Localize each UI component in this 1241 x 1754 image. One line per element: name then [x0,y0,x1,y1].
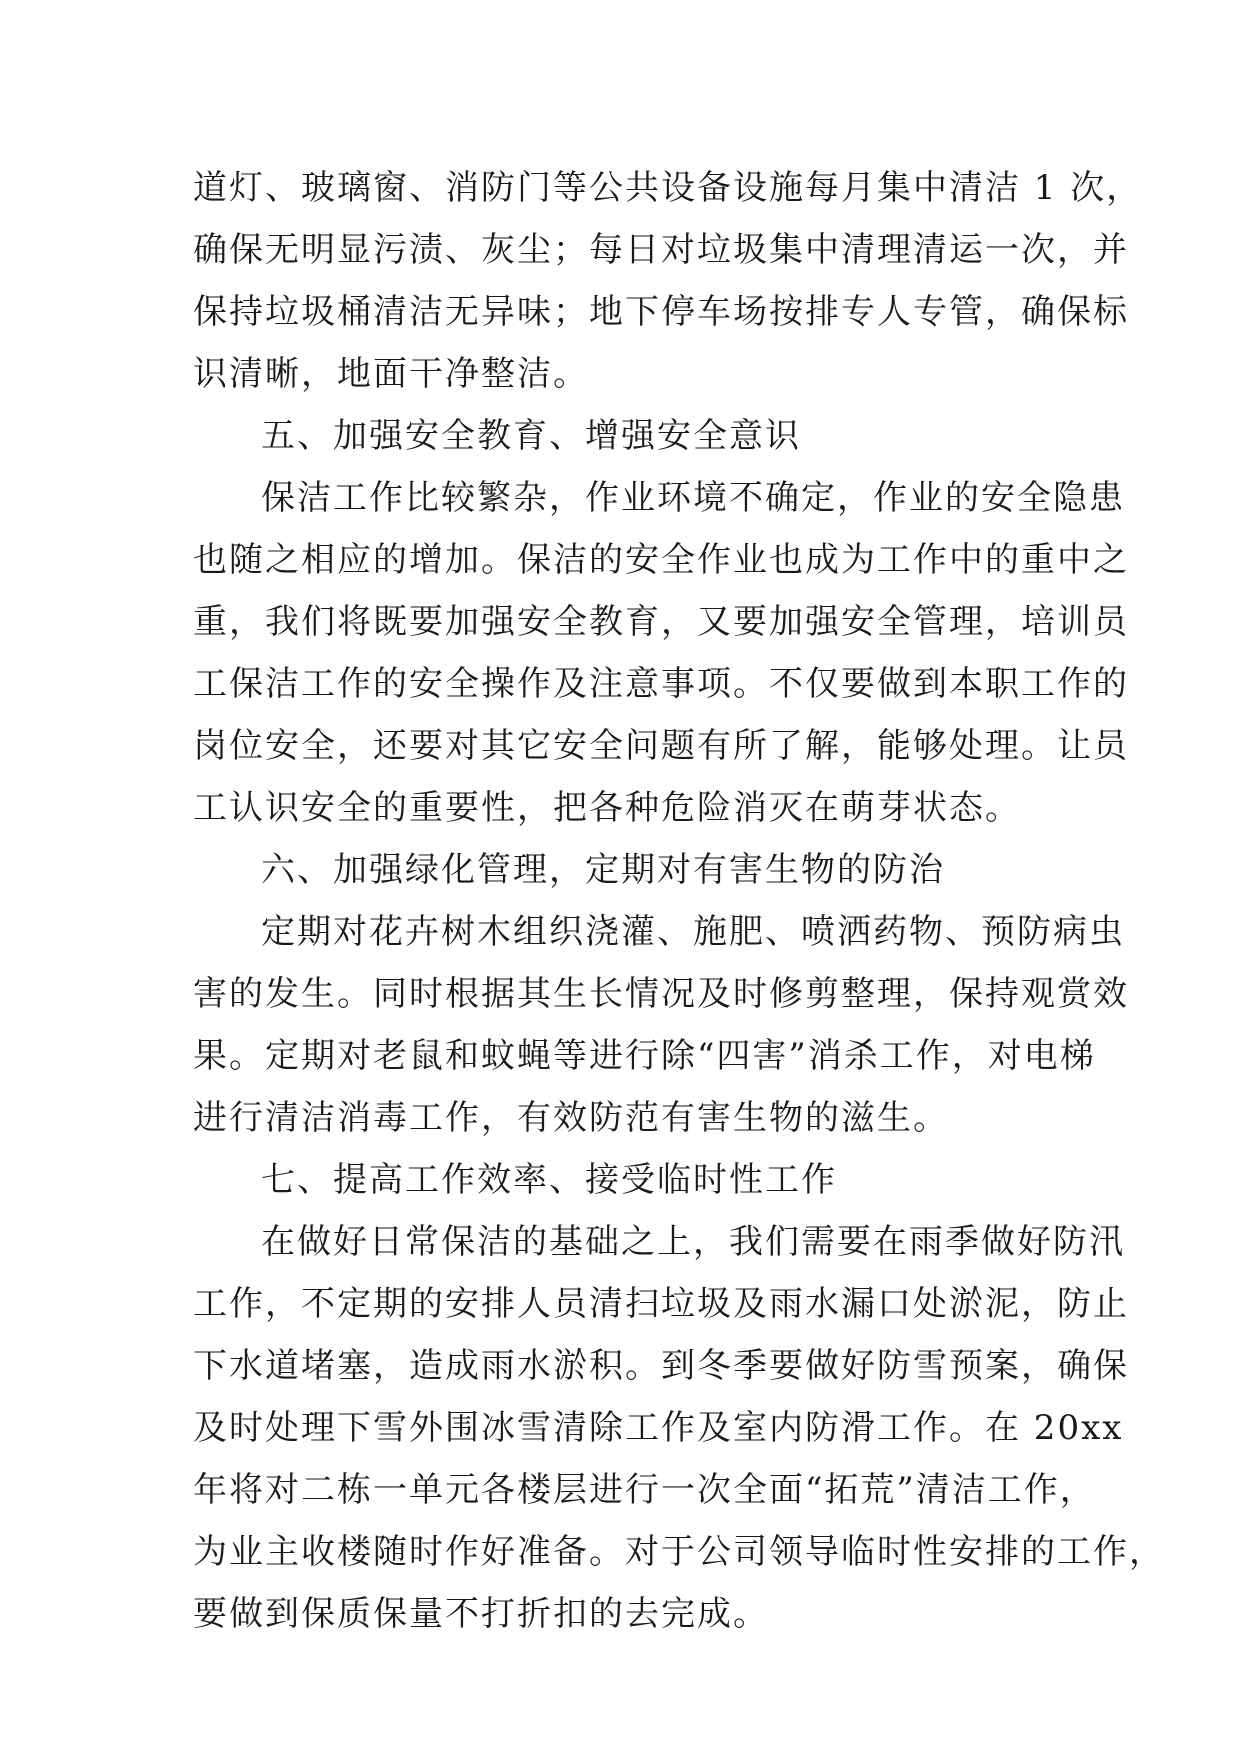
text-line: 下水道堵塞，造成雨水淤积。到冬季要做好防雪预案，确保 [193,1346,1129,1386]
text-line: 果。定期对老鼠和蚊蝇等进行除“四害”消杀工作，对电梯 [193,1036,1096,1076]
text-line: 在做好日常保洁的基础之上，我们需要在雨季做好防汛 [261,1222,1125,1262]
heading-text: 七、提高工作效率、接受临时性工作 [261,1160,837,1200]
text-line: 确保无明显污渍、灰尘；每日对垃圾集中清理清运一次，并 [193,230,1129,270]
text-line: 保洁工作比较繁杂，作业环境不确定，作业的安全隐患 [261,478,1125,518]
heading-text: 五、加强安全教育、增强安全意识 [261,416,801,456]
paragraph-cleaning-continuation [193,157,1143,405]
section-heading-greening [193,839,1059,901]
text-line: 工认识安全的重要性，把各种危险消灭在萌芽状态。 [193,788,1021,828]
text-line: 工保洁工作的安全操作及注意事项。不仅要做到本职工作的 [193,664,1129,704]
text-line: 识清晰，地面干净整洁。 [193,354,589,394]
paragraph-efficiency [193,1211,1165,1645]
text-line: 也随之相应的增加。保洁的安全作业也成为工作中的重中之 [193,540,1129,580]
paragraph-greening [193,901,1129,1149]
text-line: 及时处理下雪外围冰雪清除工作及室内防滑工作。在 20xx [193,1408,1124,1448]
section-heading-efficiency [193,1149,1059,1211]
heading-text: 六、加强绿化管理，定期对有害生物的防治 [261,850,945,890]
text-line: 保持垃圾桶清洁无异味；地下停车场按排专人专管，确保标 [193,292,1129,332]
section-heading-safety [193,405,1059,467]
text-line: 道灯、玻璃窗、消防门等公共设备设施每月集中清洁 1 次， [193,168,1143,208]
text-line: 定期对花卉树木组织浇灌、施肥、喷洒药物、预防病虫 [261,912,1125,952]
text-line: 岗位安全，还要对其它安全问题有所了解，能够处理。让员 [193,726,1129,766]
text-line: 为业主收楼随时作好准备。对于公司领导临时性安排的工作， [193,1532,1165,1572]
text-line: 年将对二栋一单元各楼层进行一次全面“拓荒”清洁工作， [193,1470,1096,1510]
text-line: 害的发生。同时根据其生长情况及时修剪整理，保持观赏效 [193,974,1129,1014]
text-line: 要做到保质保量不打折扣的去完成。 [193,1594,769,1634]
text-line: 工作，不定期的安排人员清扫垃圾及雨水漏口处淤泥，防止 [193,1284,1129,1324]
text-line: 重，我们将既要加强安全教育，又要加强安全管理，培训员 [193,602,1129,642]
text-line: 进行清洁消毒工作，有效防范有害生物的滋生。 [193,1098,949,1138]
paragraph-safety [193,467,1129,839]
document-body [193,157,1165,1645]
